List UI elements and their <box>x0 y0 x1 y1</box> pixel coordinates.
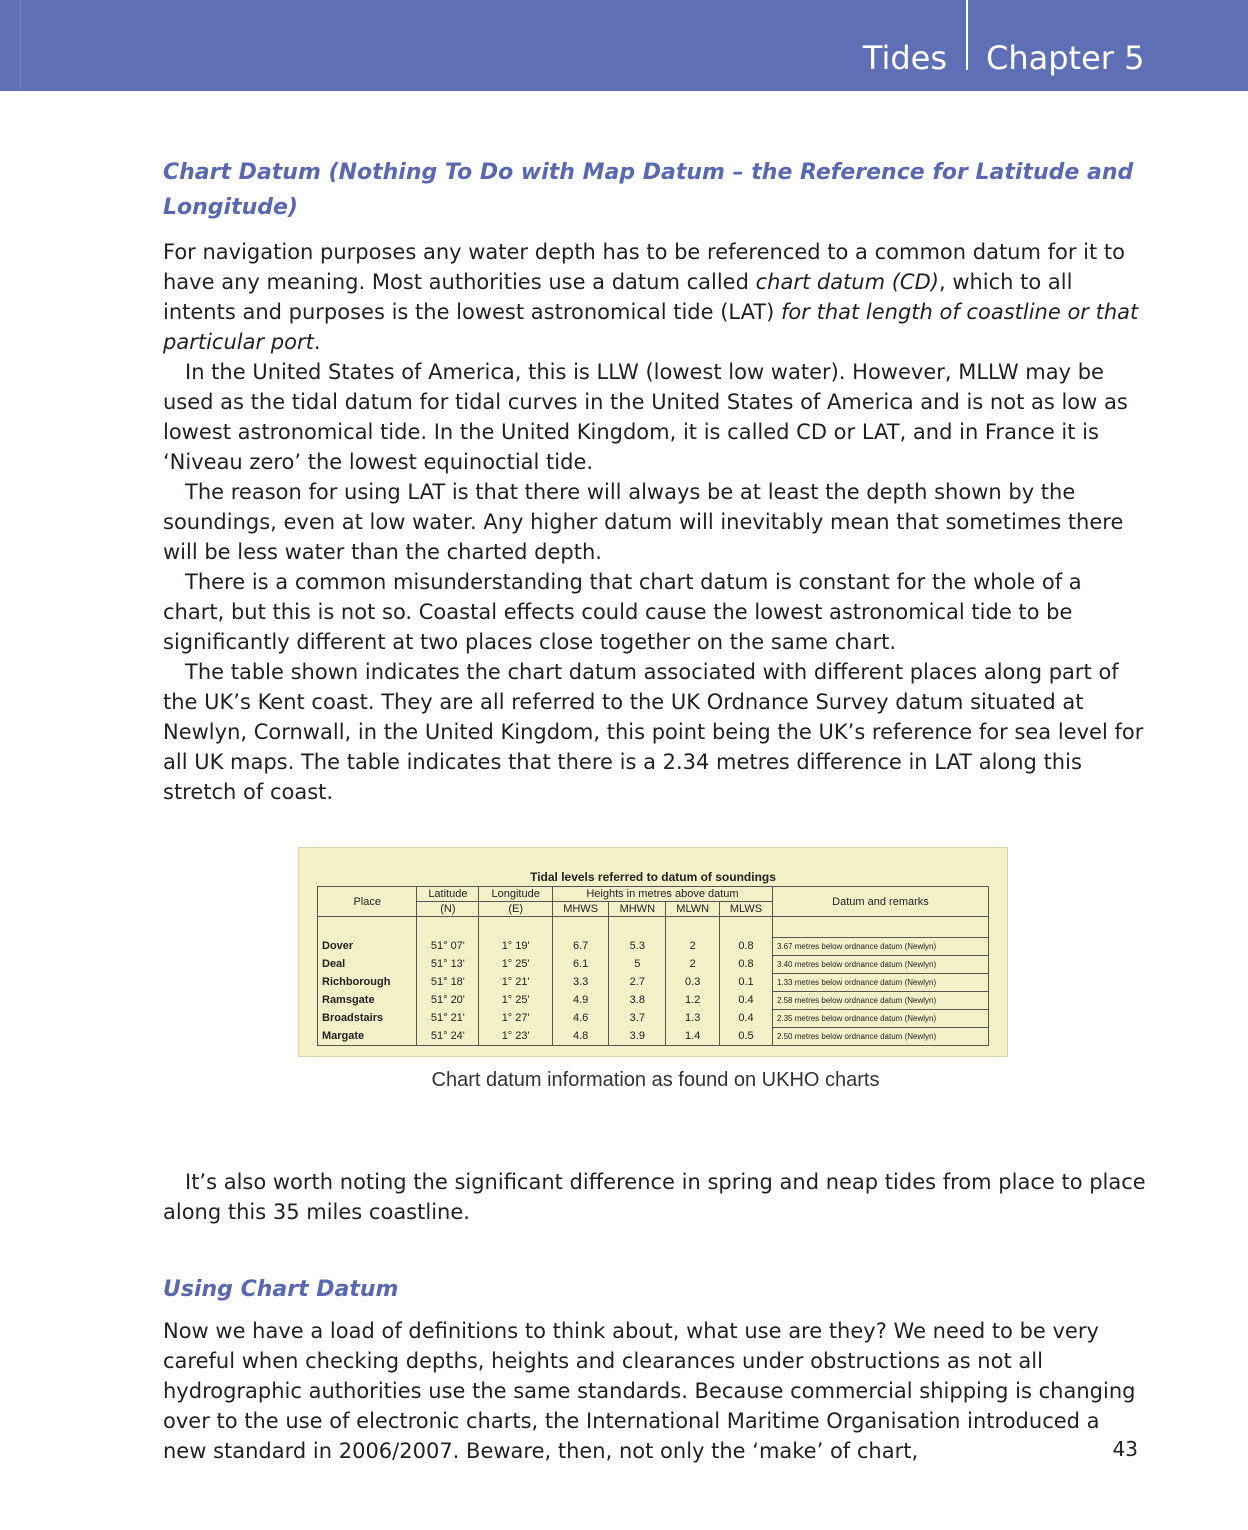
cell-remark: 1.33 metres below ordnance datum (Newlyn) <box>772 974 988 992</box>
paragraph-3: The reason for using LAT is that there will always be at least the depth shown by the soundings, even at low water. Any higher datum will inevitably mean that sometimes there will be less water than the charted depth. <box>163 480 1124 564</box>
cell-remark: 2.35 metres below ordnance datum (Newlyn) <box>772 1010 988 1028</box>
cell-mlwn: 1.2 <box>666 992 720 1010</box>
cell-mlws: 0.4 <box>720 1010 773 1028</box>
paragraph-using-chart-datum: Now we have a load of definitions to think about, what use are they? We need to be very careful when checking depths, heights and clearances under obstructions as not all hydrographic authorities use the same standards. Because commercial shipping is changing over to the use of electronic charts, the International Maritime Organisation introduced a new standard in 2006/2007. Beware, then, not only the ‘make’ of chart, <box>163 1319 1136 1463</box>
page-header <box>0 0 1248 91</box>
cell-mhwn: 3.9 <box>609 1028 666 1046</box>
col-header-mlwn: MLWN <box>666 902 720 917</box>
para1-text-a: For navigation purposes any water depth has to be referenced to a common datum for it to have any meaning. Most authorities use a datum called <box>163 240 1125 294</box>
cell-mlwn: 0.3 <box>666 974 720 992</box>
cell-remark: 3.67 metres below ordnance datum (Newlyn) <box>772 938 988 956</box>
cell-latitude: 51° 18' <box>417 974 479 992</box>
paragraph-5: The table shown indicates the chart datum associated with different places along part of the UK’s Kent coast. They are all referred to the UK Ordnance Survey datum situated at Newlyn, Cornwall, in the United Kingdom, this point being the UK’s reference for sea level for all UK maps. The table indicates that there is a 2.34 metres difference in LAT along this stretch of coast. <box>163 660 1144 804</box>
paragraph-after-figure: It’s also worth noting the significant difference in spring and neap tides from place to place along this 35 miles coastline. <box>163 1170 1146 1224</box>
cell-mhws: 4.9 <box>552 992 608 1010</box>
cell-longitude: 1° 23' <box>479 1028 553 1046</box>
col-header-mhws: MHWS <box>552 902 608 917</box>
tidal-levels-figure <box>163 847 1148 1137</box>
cell-place: Dover <box>318 938 417 956</box>
table-title: Tidal levels referred to datum of soundings <box>530 870 776 884</box>
running-head-section: Tides <box>862 39 947 77</box>
col-header-mhwn: MHWN <box>609 902 666 917</box>
cell-mhws: 4.6 <box>552 1010 608 1028</box>
cell-place: Richborough <box>318 974 417 992</box>
cell-longitude: 1° 21' <box>479 974 553 992</box>
header-divider <box>966 0 968 70</box>
cell-mhws: 6.1 <box>552 956 608 974</box>
table-row <box>318 1010 989 1028</box>
table-row <box>318 1028 989 1046</box>
section-heading-chart-datum: Chart Datum (Nothing To Do with Map Datum – the Reference for Latitude and Longitude) <box>163 160 1134 220</box>
cell-mlwn: 1.3 <box>666 1010 720 1028</box>
col-header-longitude: Longitude <box>479 887 553 902</box>
cell-mlws: 0.1 <box>720 974 773 992</box>
col-header-heights: Heights in metres above datum <box>552 887 772 902</box>
section-heading-using-chart-datum: Using Chart Datum <box>163 1277 399 1302</box>
cell-mhwn: 3.7 <box>609 1010 666 1028</box>
cell-place: Ramsgate <box>318 992 417 1010</box>
page-number: 43 <box>1112 1437 1138 1461</box>
paragraph-1 <box>163 237 1148 357</box>
cell-longitude: 1° 25' <box>479 992 553 1010</box>
header-edge-line <box>20 0 21 91</box>
figure-caption: Chart datum information as found on UKHO charts <box>431 1069 880 1091</box>
cell-latitude: 51° 20' <box>417 992 479 1010</box>
para1-emphasis: for that length of coastline or that particular port <box>163 300 1139 354</box>
para1-term-chart-datum: chart datum (CD) <box>755 270 939 294</box>
col-header-longitude-unit: (E) <box>479 902 553 917</box>
cell-mhws: 3.3 <box>552 974 608 992</box>
running-head-chapter: Chapter 5 <box>986 39 1145 77</box>
col-header-mlws: MLWS <box>720 902 773 917</box>
cell-place: Broadstairs <box>318 1010 417 1028</box>
cell-mhwn: 3.8 <box>609 992 666 1010</box>
cell-mhwn: 5 <box>609 956 666 974</box>
cell-remark: 3.40 metres below ordnance datum (Newlyn) <box>772 956 988 974</box>
paragraph-4: There is a common misunderstanding that chart datum is constant for the whole of a chart, but this is not so. Coastal effects could cause the lowest astronomical tide to be significantly different at two places close together on the same chart. <box>163 570 1082 654</box>
cell-mlws: 0.5 <box>720 1028 773 1046</box>
para1-text-c: , which to all intents and purposes is the lowest astronomical tide (LAT) <box>163 270 1073 324</box>
col-header-latitude-unit: (N) <box>417 902 479 917</box>
cell-mlws: 0.8 <box>720 956 773 974</box>
tidal-levels-table <box>317 886 989 1046</box>
cell-longitude: 1° 27' <box>479 1010 553 1028</box>
cell-latitude: 51° 13' <box>417 956 479 974</box>
cell-latitude: 51° 21' <box>417 1010 479 1028</box>
cell-mlwn: 1.4 <box>666 1028 720 1046</box>
cell-remark: 2.50 metres below ordnance datum (Newlyn) <box>772 1028 988 1046</box>
table-row <box>318 992 989 1010</box>
col-header-place: Place <box>318 887 417 917</box>
cell-mhws: 4.8 <box>552 1028 608 1046</box>
cell-mlws: 0.8 <box>720 938 773 956</box>
cell-latitude: 51° 24' <box>417 1028 479 1046</box>
cell-longitude: 1° 25' <box>479 956 553 974</box>
cell-latitude: 51° 07' <box>417 938 479 956</box>
cell-remark: 2.58 metres below ordnance datum (Newlyn) <box>772 992 988 1010</box>
cell-mhws: 6.7 <box>552 938 608 956</box>
page-content <box>163 150 1148 1466</box>
table-row <box>318 938 989 956</box>
para1-text-e: . <box>313 330 321 354</box>
cell-mhwn: 2.7 <box>609 974 666 992</box>
cell-place: Margate <box>318 1028 417 1046</box>
col-header-remarks: Datum and remarks <box>772 887 988 917</box>
cell-mlwn: 2 <box>666 938 720 956</box>
col-header-latitude: Latitude <box>417 887 479 902</box>
cell-mlws: 0.4 <box>720 992 773 1010</box>
table-row <box>318 974 989 992</box>
table-spacer-row <box>318 917 989 938</box>
tidal-levels-table-image <box>298 847 1008 1057</box>
table-row <box>318 956 989 974</box>
cell-mlwn: 2 <box>666 956 720 974</box>
paragraph-2: In the United States of America, this is LLW (lowest low water). However, MLLW may be used as the tidal datum for tidal curves in the United States of America and is not as low as lowest astronomical tide. In the United Kingdom, it is called CD or LAT, and in France it is ‘Niveau zero’ the lowest equinoctial tide. <box>163 360 1128 474</box>
cell-mhwn: 5.3 <box>609 938 666 956</box>
cell-longitude: 1° 19' <box>479 938 553 956</box>
cell-place: Deal <box>318 956 417 974</box>
